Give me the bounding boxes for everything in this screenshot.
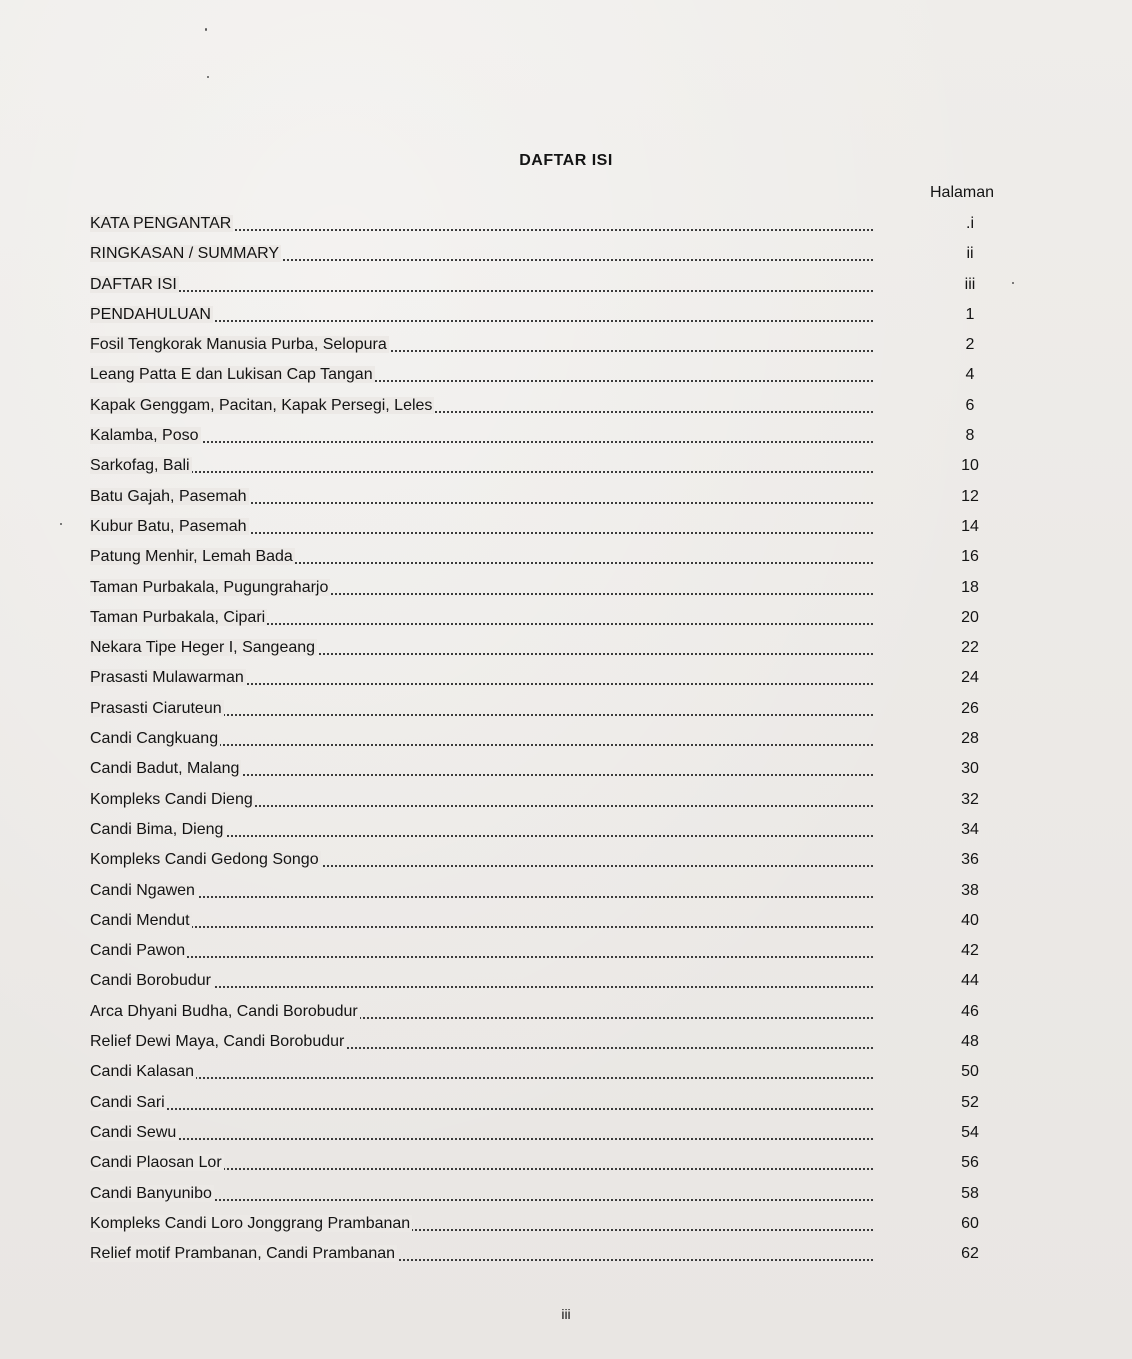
toc-entry-title <box>90 360 873 390</box>
toc-entry-page: ii <box>966 245 974 263</box>
toc-entry-page: 52 <box>961 1093 979 1111</box>
toc-entry-page: 24 <box>961 669 979 687</box>
toc-entry <box>90 1239 990 1269</box>
toc-entry-page: 6 <box>965 396 975 414</box>
toc-entry-page: 60 <box>961 1214 979 1232</box>
toc-entry-page: iii <box>964 275 976 293</box>
toc-entry-page: 1 <box>965 305 975 323</box>
toc-entry <box>90 1027 990 1057</box>
toc-entry-page: 8 <box>965 427 975 445</box>
dot-leader <box>90 441 873 443</box>
toc-entry-page: 62 <box>961 1245 979 1263</box>
toc-entry-title <box>90 300 873 330</box>
toc-entry <box>90 876 990 906</box>
toc-entry <box>90 330 990 360</box>
toc-entry-label: Kalamba, Poso <box>90 427 199 445</box>
toc-entry-label: Fosil Tengkorak Manusia Purba, Selopura <box>90 336 387 354</box>
toc-entry-page: 28 <box>961 730 979 748</box>
table-of-contents <box>90 209 990 1269</box>
toc-entry-page: 54 <box>961 1123 979 1141</box>
toc-entry-page: 14 <box>961 517 979 535</box>
toc-entry <box>90 724 990 754</box>
toc-entry-page: 32 <box>961 790 979 808</box>
dot-leader <box>90 896 873 898</box>
toc-entry <box>90 1057 990 1087</box>
toc-entry-label: Taman Purbakala, Cipari <box>90 608 266 626</box>
scan-speck <box>60 523 62 525</box>
toc-entry-label: Leang Patta E dan Lukisan Cap Tangan <box>90 366 373 384</box>
toc-entry-page: .i <box>966 215 974 232</box>
toc-entry-page: 36 <box>961 851 979 869</box>
toc-entry-title <box>90 663 873 693</box>
toc-entry-title <box>90 603 873 633</box>
toc-entry <box>90 1088 990 1118</box>
toc-entry-label: Nekara Tipe Heger I, Sangeang <box>90 639 316 657</box>
toc-entry-title <box>90 542 873 572</box>
toc-entry <box>90 1209 990 1239</box>
toc-entry-title <box>90 936 873 966</box>
toc-entry-title <box>90 239 873 269</box>
toc-entry-label: Candi Mendut <box>90 911 190 929</box>
dot-leader <box>90 926 873 928</box>
toc-entry-title <box>90 1209 873 1239</box>
toc-entry-page: 12 <box>961 487 979 505</box>
toc-entry-page: 20 <box>961 608 979 626</box>
toc-entry-title <box>90 694 873 724</box>
toc-entry <box>90 815 990 845</box>
toc-entry-page: 56 <box>961 1154 979 1172</box>
toc-entry-page: 4 <box>965 366 975 384</box>
toc-entry <box>90 785 990 815</box>
toc-entry <box>90 997 990 1027</box>
toc-entry-label: Candi Kalasan <box>90 1063 195 1081</box>
toc-entry-page: 2 <box>965 336 975 354</box>
toc-entry-page: 42 <box>961 942 979 960</box>
toc-entry-page: 30 <box>961 760 979 778</box>
toc-entry-label: Sarkofag, Bali <box>90 457 190 475</box>
toc-entry <box>90 482 990 512</box>
toc-entry-page: 40 <box>961 911 979 929</box>
toc-entry-label: Candi Pawon <box>90 942 186 960</box>
toc-entry-title <box>90 391 873 421</box>
toc-entry-label: Taman Purbakala, Pugungraharjo <box>90 578 329 596</box>
toc-entry-page: 16 <box>961 548 979 566</box>
dot-leader <box>90 956 873 958</box>
toc-entry <box>90 1179 990 1209</box>
dot-leader <box>90 1138 873 1140</box>
toc-entry-title <box>90 1148 873 1178</box>
toc-entry-title <box>90 1027 873 1057</box>
toc-entry-label: KATA PENGANTAR <box>90 215 232 232</box>
toc-entry-page: 22 <box>961 639 979 657</box>
toc-entry <box>90 936 990 966</box>
toc-entry-label: Arca Dhyani Budha, Candi Borobudur <box>90 1002 358 1020</box>
toc-entry-page: 38 <box>961 881 979 899</box>
toc-entry-title <box>90 754 873 784</box>
toc-entry-label: Prasasti Ciaruteun <box>90 699 222 717</box>
toc-entry-title <box>90 209 873 239</box>
page-number-footer: iii <box>561 1306 571 1322</box>
toc-entry <box>90 906 990 936</box>
toc-entry-page: 46 <box>961 1002 979 1020</box>
scan-speck <box>205 28 207 31</box>
toc-entry-label: Kompleks Candi Dieng <box>90 790 253 808</box>
toc-entry-title <box>90 785 873 815</box>
toc-entry-title <box>90 1239 873 1269</box>
toc-entry-label: Candi Bima, Dieng <box>90 820 224 838</box>
toc-entry-page: 58 <box>961 1184 979 1202</box>
toc-entry-label: Batu Gajah, Pasemah <box>90 487 247 505</box>
toc-entry <box>90 360 990 390</box>
toc-entry-label: DAFTAR ISI <box>90 275 177 293</box>
toc-entry-label: Kapak Genggam, Pacitan, Kapak Persegi, Leles <box>90 396 433 414</box>
toc-entry-title <box>90 1179 873 1209</box>
toc-entry <box>90 754 990 784</box>
toc-entry-label: Candi Cangkuang <box>90 730 219 748</box>
toc-entry-page: 26 <box>961 699 979 717</box>
toc-entry <box>90 694 990 724</box>
toc-entry <box>90 573 990 603</box>
toc-entry <box>90 209 990 239</box>
toc-entry-title <box>90 966 873 996</box>
toc-entry-label: Candi Borobudur <box>90 972 211 990</box>
toc-entry <box>90 1148 990 1178</box>
toc-entry <box>90 512 990 542</box>
dot-leader <box>90 471 873 473</box>
toc-entry-page: 18 <box>961 578 979 596</box>
toc-entry-title <box>90 573 873 603</box>
toc-entry-page: 34 <box>961 820 979 838</box>
scan-speck <box>207 76 209 78</box>
toc-entry-page: 44 <box>961 972 979 990</box>
toc-entry-title <box>90 270 873 300</box>
toc-entry-label: Candi Sewu <box>90 1123 177 1141</box>
toc-entry <box>90 391 990 421</box>
toc-entry-page: 50 <box>961 1063 979 1081</box>
toc-entry <box>90 1118 990 1148</box>
toc-entry <box>90 603 990 633</box>
toc-entry <box>90 270 990 300</box>
toc-entry-title <box>90 724 873 754</box>
toc-entry <box>90 542 990 572</box>
toc-entry-title <box>90 633 873 663</box>
dot-leader <box>90 1108 873 1110</box>
toc-entry-label: RINGKASAN / SUMMARY <box>90 245 280 263</box>
toc-entry-label: Candi Badut, Malang <box>90 760 240 778</box>
toc-entry-label: Relief motif Prambanan, Candi Prambanan <box>90 1245 396 1263</box>
toc-entry <box>90 421 990 451</box>
toc-entry <box>90 633 990 663</box>
toc-entry-title <box>90 1057 873 1087</box>
toc-entry-title <box>90 997 873 1027</box>
toc-entry <box>90 451 990 481</box>
toc-entry-title <box>90 876 873 906</box>
toc-entry-page: 48 <box>961 1033 979 1051</box>
toc-entry-title <box>90 906 873 936</box>
toc-entry-label: Candi Ngawen <box>90 881 195 899</box>
toc-entry <box>90 300 990 330</box>
toc-entry <box>90 239 990 269</box>
toc-entry-label: Kompleks Candi Gedong Songo <box>90 851 319 869</box>
toc-entry-label: Prasasti Mulawarman <box>90 669 244 687</box>
toc-entry-title <box>90 845 873 875</box>
toc-entry-title <box>90 421 873 451</box>
toc-entry-page: 10 <box>961 457 979 475</box>
toc-entry-title <box>90 482 873 512</box>
toc-entry-label: Kubur Batu, Pasemah <box>90 517 247 535</box>
toc-entry-label: Candi Banyunibo <box>90 1184 212 1202</box>
toc-entry-label: Kompleks Candi Loro Jonggrang Prambanan <box>90 1214 411 1232</box>
page-column-header: Halaman <box>930 184 995 201</box>
dot-leader <box>90 1077 873 1079</box>
toc-entry-label: PENDAHULUAN <box>90 305 211 323</box>
toc-entry-label: Patung Menhir, Lemah Bada <box>90 548 293 566</box>
page-title: DAFTAR ISI <box>519 152 613 169</box>
toc-entry <box>90 663 990 693</box>
toc-entry-label: Relief Dewi Maya, Candi Borobudur <box>90 1033 345 1051</box>
toc-entry <box>90 966 990 996</box>
toc-entry-title <box>90 1118 873 1148</box>
dot-leader <box>90 290 873 292</box>
toc-entry-title <box>90 330 873 360</box>
toc-entry <box>90 845 990 875</box>
toc-entry-label: Candi Sari <box>90 1093 165 1111</box>
toc-entry-title <box>90 815 873 845</box>
toc-entry-label: Candi Plaosan Lor <box>90 1154 222 1172</box>
toc-entry-title <box>90 512 873 542</box>
toc-entry-title <box>90 1088 873 1118</box>
toc-entry-title <box>90 451 873 481</box>
